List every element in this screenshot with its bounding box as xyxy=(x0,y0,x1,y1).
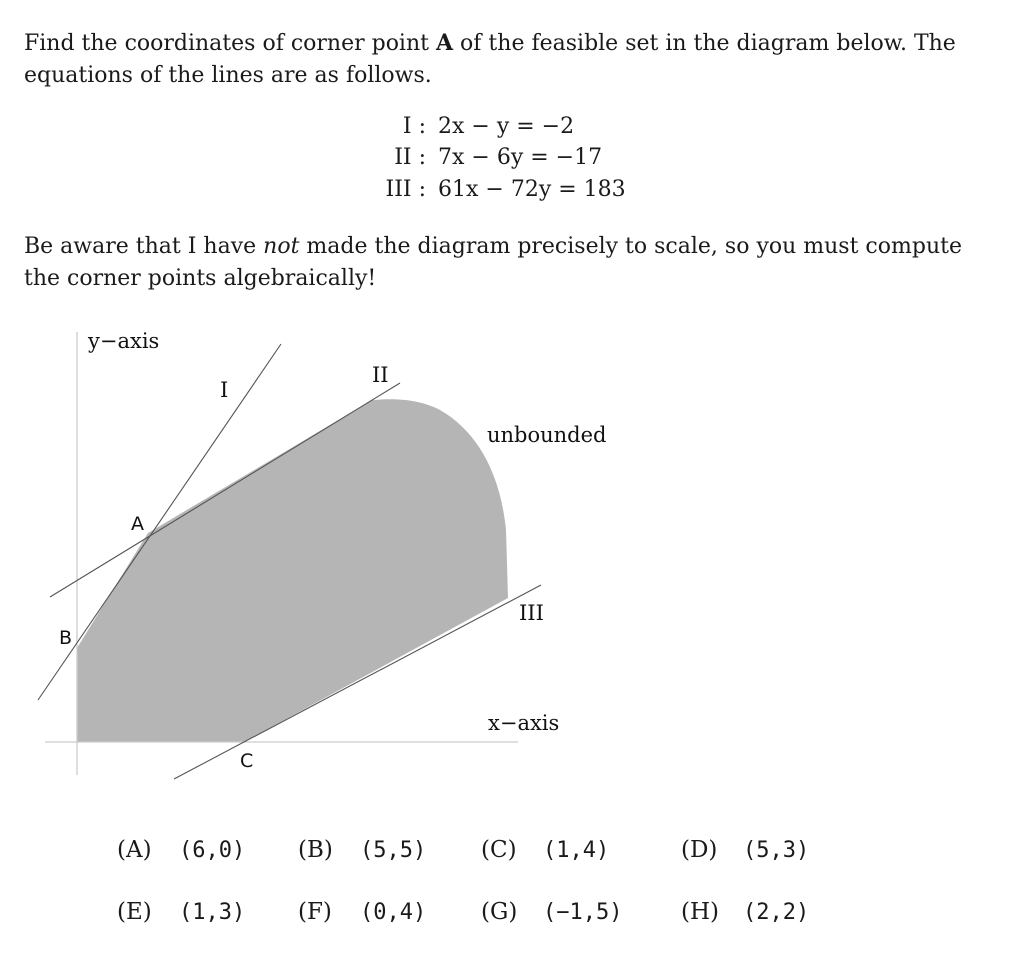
choice-G[interactable] xyxy=(481,899,622,925)
point-A-label: A xyxy=(131,513,144,535)
feasible-region xyxy=(77,399,508,742)
question-intro-rest: of the feasible set in the diagram below. The equations of the lines are as follows. xyxy=(24,31,956,88)
choice-C[interactable] xyxy=(481,837,609,863)
line-II-label: II xyxy=(372,363,389,387)
equation-3-label: III : xyxy=(385,177,426,202)
choice-letter: (E) xyxy=(117,899,152,925)
question-intro: Find the coordinates of corner point xyxy=(24,31,436,56)
warning-rest: made the diagram precisely to scale, so you must compute the corner points algebraically! xyxy=(24,234,962,291)
equation-1-text: 2x − y = −2 xyxy=(438,114,575,139)
choice-value: (−1,5) xyxy=(543,900,623,925)
choice-letter: (C) xyxy=(481,837,517,863)
choice-value: (1,4) xyxy=(543,838,610,863)
unbounded-label: unbounded xyxy=(487,423,607,447)
x-axis-label: x−axis xyxy=(488,711,560,735)
choice-A[interactable] xyxy=(117,837,245,863)
equation-2-label: II : xyxy=(394,145,426,170)
line-III-label: III xyxy=(519,601,544,625)
point-B-label: B xyxy=(59,627,73,649)
choice-B[interactable] xyxy=(298,837,426,863)
point-C-label: C xyxy=(240,750,254,772)
choice-value: (5,5) xyxy=(360,838,427,863)
choice-D[interactable] xyxy=(681,837,809,863)
choice-value: (0,4) xyxy=(360,900,427,925)
equation-2-text: 7x − 6y = −17 xyxy=(438,145,603,170)
choice-H[interactable] xyxy=(681,899,809,925)
choice-letter: (D) xyxy=(681,837,718,863)
choice-letter: (B) xyxy=(298,837,333,863)
y-axis-label: y−axis xyxy=(88,329,160,353)
choice-E[interactable] xyxy=(117,899,245,925)
choice-letter: (G) xyxy=(481,899,518,925)
warning-emphasis: not xyxy=(263,234,300,259)
choice-letter: (H) xyxy=(681,899,720,925)
choice-letter: (F) xyxy=(298,899,332,925)
choice-value: (1,3) xyxy=(179,900,246,925)
choice-letter: (A) xyxy=(117,837,152,863)
line-I-label: I xyxy=(220,378,229,402)
choice-F[interactable] xyxy=(298,899,426,925)
equation-1-label: I : xyxy=(402,114,426,139)
choice-value: (2,2) xyxy=(743,900,810,925)
corner-point-name: A xyxy=(435,30,454,56)
warning-start: Be aware that I have xyxy=(24,234,264,259)
choice-value: (5,3) xyxy=(743,838,810,863)
choice-value: (6,0) xyxy=(179,838,246,863)
equation-3-text: 61x − 72y = 183 xyxy=(438,177,626,202)
